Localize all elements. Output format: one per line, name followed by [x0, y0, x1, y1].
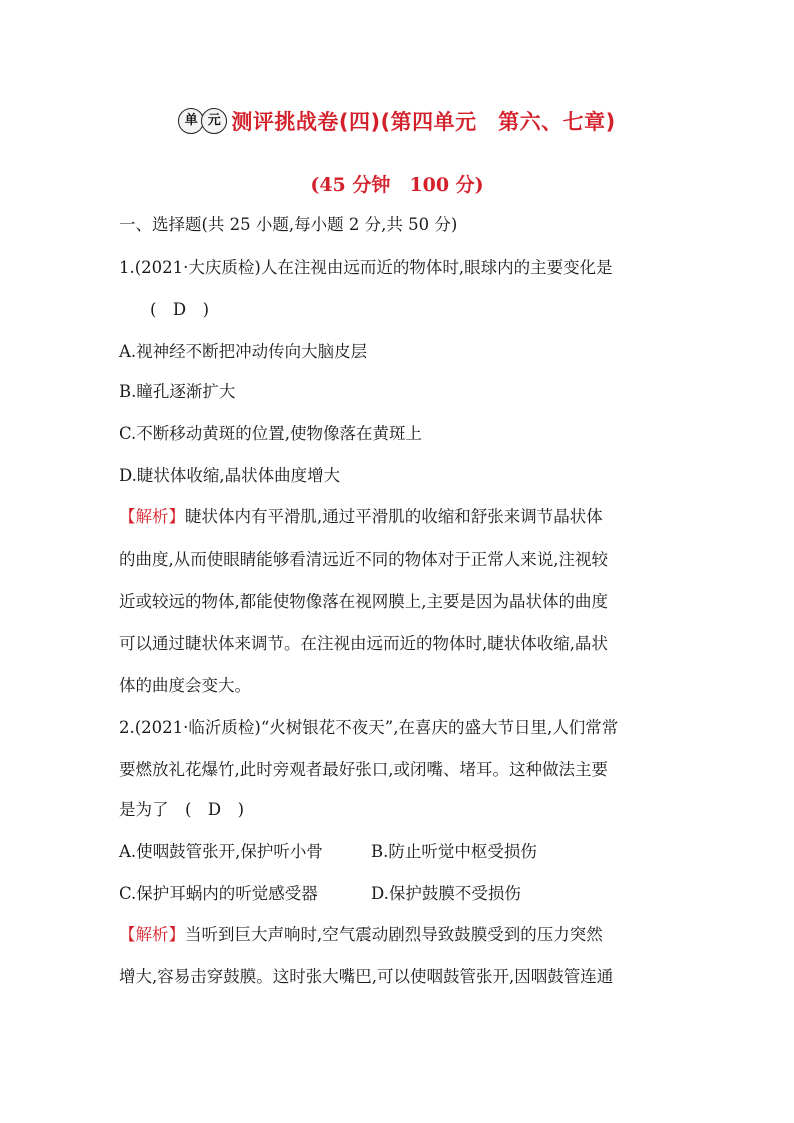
question-1-analysis-line: 体的曲度会变大。 — [119, 676, 251, 695]
unit-badge — [178, 108, 224, 134]
analysis-tag: 【解析】 — [119, 507, 185, 526]
analysis-text: 睫状体内有平滑肌,通过平滑肌的收缩和舒张来调节晶状体 — [185, 507, 603, 526]
question-2-option-a: A.使咽鼓管张开,保护听小骨 — [119, 842, 323, 861]
page-title: 测评挑战卷(四)(第四单元 第六、七章) — [231, 110, 616, 134]
question-1-analysis-line: 的曲度,从而使眼睛能够看清远近不同的物体对于正常人来说,注视较 — [119, 550, 608, 569]
question-1-option-a: A.视神经不断把冲动传向大脑皮层 — [119, 342, 368, 361]
question-1-analysis-line: 近或较远的物体,都能使物像落在视网膜上,主要是因为晶状体的曲度 — [119, 592, 608, 611]
question-1-option-c: C.不断移动黄斑的位置,使物像落在黄斑上 — [119, 424, 423, 443]
analysis-text: 当听到巨大声响时,空气震动剧烈导致鼓膜受到的压力突然 — [185, 925, 603, 944]
question-2-option-b: B.防止听觉中枢受损伤 — [371, 842, 537, 861]
question-1-stem: 1.(2021·大庆质检)人在注视由远而近的物体时,眼球内的主要变化是 — [119, 258, 613, 277]
question-2-analysis-line: 增大,容易击穿鼓膜。这时张大嘴巴,可以使咽鼓管张开,因咽鼓管连通 — [119, 967, 614, 986]
question-1-analysis-line — [119, 503, 603, 527]
page-subtitle: (45 分钟 100 分) — [310, 174, 484, 196]
analysis-tag: 【解析】 — [119, 925, 185, 944]
unit-badge-char: 单 — [178, 108, 204, 134]
title-row — [0, 106, 794, 136]
question-2-stem: 是为了 ( D ) — [119, 800, 245, 819]
section-heading: 一、选择题(共 25 小题,每小题 2 分,共 50 分) — [119, 215, 458, 234]
question-2-options-row — [119, 838, 323, 862]
question-1-option-d: D.睫状体收缩,晶状体曲度增大 — [119, 466, 341, 485]
question-2-stem: 要燃放礼花爆竹,此时旁观者最好张口,或闭嘴、堵耳。这种做法主要 — [119, 760, 608, 779]
question-2-option-c: C.保护耳蜗内的听觉感受器 — [119, 884, 318, 903]
question-2-analysis-line — [119, 921, 603, 945]
question-2-stem: 2.(2021·临沂质检)“火树银花不夜天”,在喜庆的盛大节日里,人们常常 — [119, 718, 619, 737]
question-1-option-b: B.瞳孔逐渐扩大 — [119, 382, 236, 401]
unit-badge-char: 元 — [201, 108, 227, 134]
question-1-analysis-line: 可以通过睫状体来调节。在注视由远而近的物体时,睫状体收缩,晶状 — [119, 634, 608, 653]
question-1-answer: ( D ) — [150, 300, 210, 319]
question-2-option-d: D.保护鼓膜不受损伤 — [371, 884, 521, 903]
